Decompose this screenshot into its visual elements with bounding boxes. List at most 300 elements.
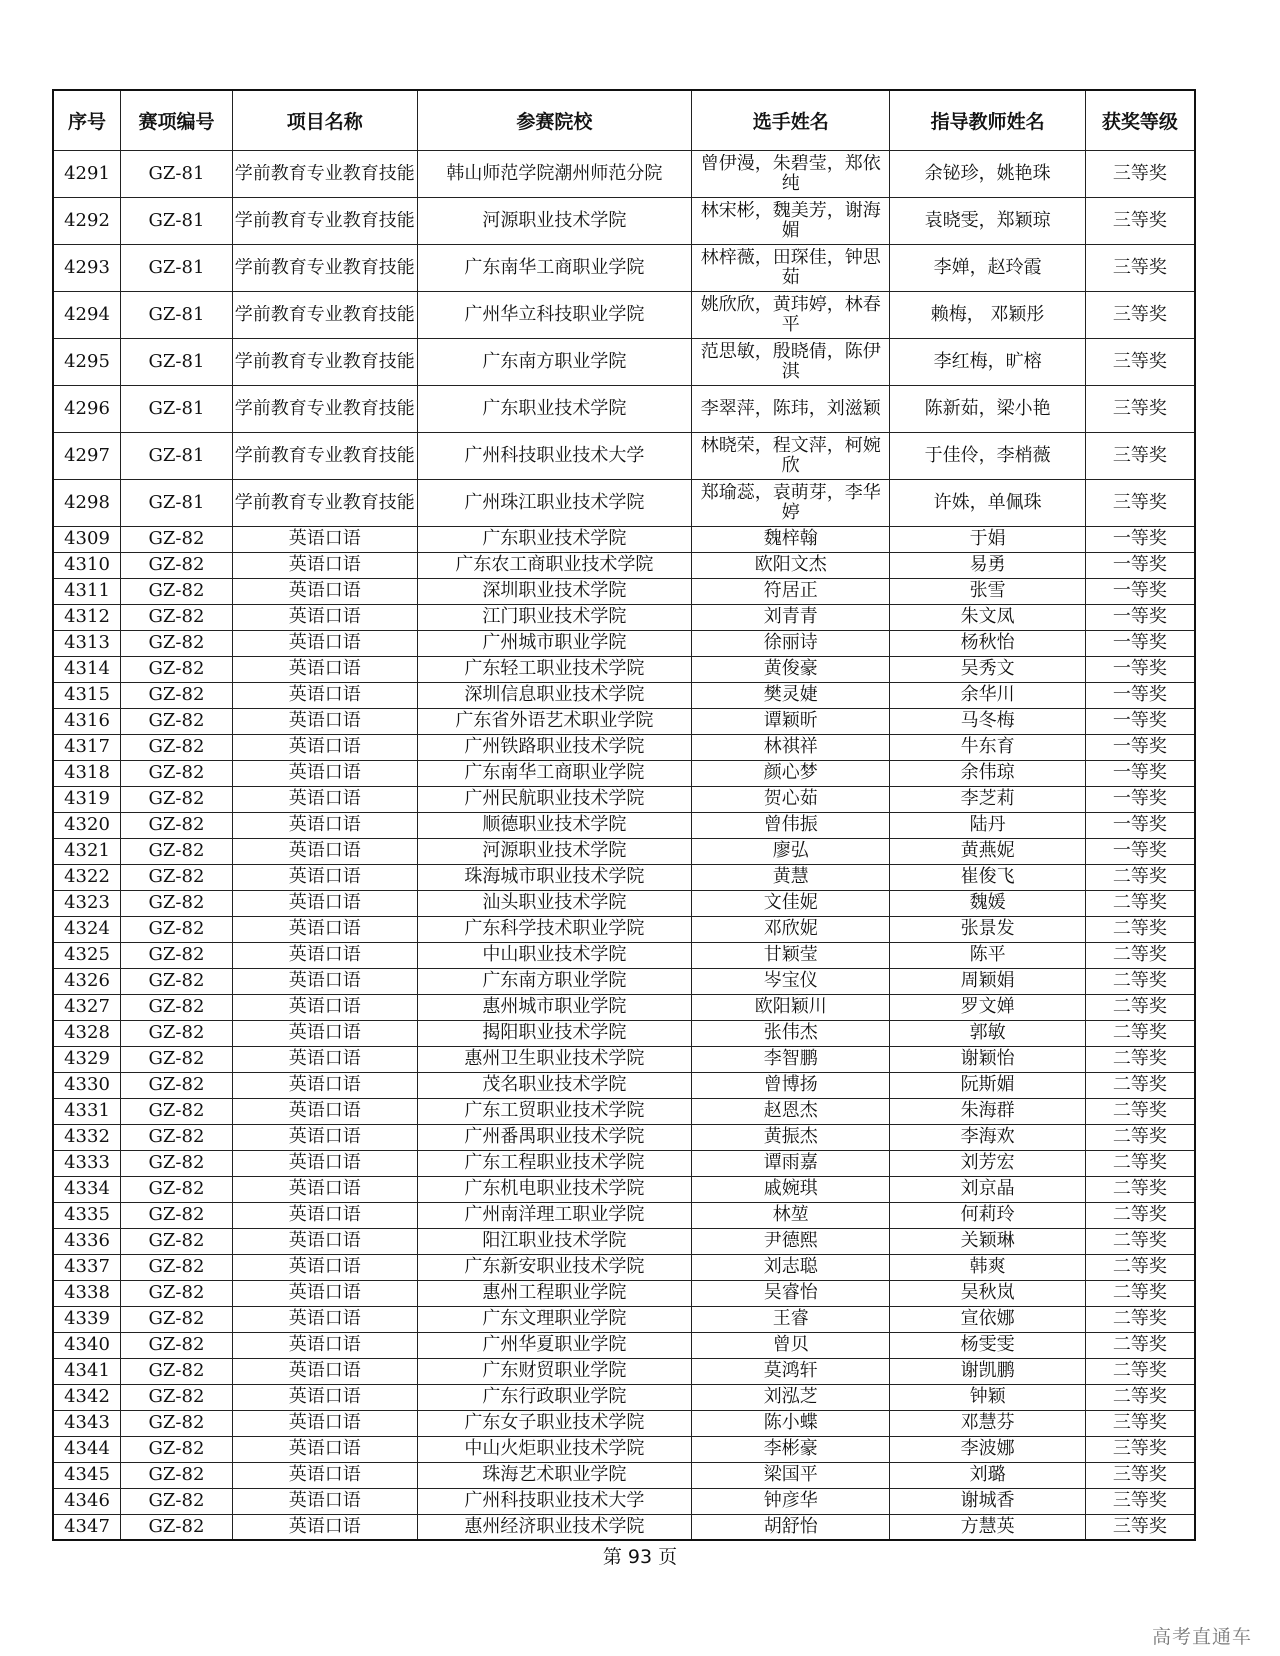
cell-award-level: 二等奖 [1085, 1202, 1195, 1228]
cell-instructor: 李婵，赵玲霞 [890, 244, 1085, 291]
cell-award-level: 一等奖 [1085, 630, 1195, 656]
cell-school: 珠海艺术职业学院 [417, 1462, 691, 1488]
table-row [53, 1280, 1195, 1306]
table-row [53, 526, 1195, 552]
cell-project-name-text: 学前教育专业教育技能 [234, 163, 415, 184]
cell-contestant-text: 姚欣欣，黄玮婷，林春平 [700, 294, 881, 335]
cell-contestant: 钟彦华 [692, 1488, 890, 1514]
cell-instructor: 余伟琼 [890, 760, 1085, 786]
table-row [53, 682, 1195, 708]
cell-project-name: 英语口语 [232, 1384, 417, 1410]
cell-school: 广东南方职业学院 [417, 968, 691, 994]
cell-contestant: 刘泓芝 [692, 1384, 890, 1410]
cell-project-name: 英语口语 [232, 916, 417, 942]
cell-contestant: 文佳妮 [692, 890, 890, 916]
cell-instructor: 于娟 [890, 526, 1085, 552]
cell-contestant-text: 林晓荣，程文萍，柯婉欣 [700, 435, 881, 476]
cell-award-level: 一等奖 [1085, 734, 1195, 760]
cell-contestant: 欧阳文杰 [692, 552, 890, 578]
cell-serial-number: 4292 [53, 197, 121, 244]
cell-event-code: GZ-82 [121, 1150, 233, 1176]
cell-instructor: 关颖琳 [890, 1228, 1085, 1254]
cell-award-level: 三等奖 [1085, 1514, 1195, 1540]
table-row [53, 1332, 1195, 1358]
cell-event-code: GZ-82 [121, 1514, 233, 1540]
cell-school: 广东职业技术学院 [417, 526, 691, 552]
cell-serial-number: 4317 [53, 734, 121, 760]
cell-instructor: 吴秀文 [890, 656, 1085, 682]
cell-project-name: 英语口语 [232, 1332, 417, 1358]
cell-contestant: 吴睿怡 [692, 1280, 890, 1306]
cell-instructor: 韩爽 [890, 1254, 1085, 1280]
cell-project-name: 英语口语 [232, 1176, 417, 1202]
cell-serial-number: 4330 [53, 1072, 121, 1098]
cell-instructor: 余铋珍，姚艳珠 [890, 150, 1085, 197]
cell-event-code: GZ-82 [121, 760, 233, 786]
cell-project-name: 英语口语 [232, 1306, 417, 1332]
cell-serial-number: 4312 [53, 604, 121, 630]
cell-event-code: GZ-82 [121, 1358, 233, 1384]
cell-contestant [692, 385, 890, 432]
cell-project-name: 英语口语 [232, 1202, 417, 1228]
cell-instructor: 杨秋怡 [890, 630, 1085, 656]
cell-contestant: 颜心梦 [692, 760, 890, 786]
table-row [53, 1124, 1195, 1150]
cell-school: 惠州工程职业学院 [417, 1280, 691, 1306]
cell-contestant: 刘志聪 [692, 1254, 890, 1280]
cell-school: 广东文理职业学院 [417, 1306, 691, 1332]
cell-instructor: 赖梅， 邓颖彤 [890, 291, 1085, 338]
cell-serial-number: 4325 [53, 942, 121, 968]
cell-contestant: 魏梓翰 [692, 526, 890, 552]
cell-instructor: 许姝，单佩珠 [890, 479, 1085, 526]
header-project-name: 项目名称 [232, 90, 417, 150]
cell-instructor: 于佳伶，李梢薇 [890, 432, 1085, 479]
cell-award-level: 三等奖 [1085, 338, 1195, 385]
cell-event-code: GZ-81 [121, 385, 233, 432]
cell-serial-number: 4347 [53, 1514, 121, 1540]
cell-project-name: 英语口语 [232, 1358, 417, 1384]
table-row [53, 942, 1195, 968]
table-row [53, 604, 1195, 630]
cell-instructor: 余华川 [890, 682, 1085, 708]
cell-event-code: GZ-82 [121, 682, 233, 708]
cell-contestant: 曾博扬 [692, 1072, 890, 1098]
cell-event-code: GZ-82 [121, 630, 233, 656]
cell-event-code: GZ-81 [121, 338, 233, 385]
cell-school: 深圳职业技术学院 [417, 578, 691, 604]
cell-instructor: 李波娜 [890, 1436, 1085, 1462]
cell-contestant: 岑宝仪 [692, 968, 890, 994]
cell-award-level: 二等奖 [1085, 916, 1195, 942]
cell-award-level: 一等奖 [1085, 682, 1195, 708]
cell-event-code: GZ-82 [121, 942, 233, 968]
cell-school: 河源职业技术学院 [417, 197, 691, 244]
cell-project-name [232, 197, 417, 244]
cell-award-level: 二等奖 [1085, 1384, 1195, 1410]
cell-contestant: 尹德熙 [692, 1228, 890, 1254]
cell-project-name: 英语口语 [232, 1488, 417, 1514]
cell-event-code: GZ-81 [121, 197, 233, 244]
cell-contestant: 谭雨嘉 [692, 1150, 890, 1176]
cell-instructor: 刘芳宏 [890, 1150, 1085, 1176]
table-row [53, 708, 1195, 734]
cell-serial-number: 4326 [53, 968, 121, 994]
cell-contestant: 邓欣妮 [692, 916, 890, 942]
cell-contestant: 莫鸿轩 [692, 1358, 890, 1384]
cell-award-level: 二等奖 [1085, 890, 1195, 916]
cell-school: 深圳信息职业技术学院 [417, 682, 691, 708]
cell-event-code: GZ-81 [121, 291, 233, 338]
cell-instructor: 邓慧芬 [890, 1410, 1085, 1436]
cell-serial-number: 4333 [53, 1150, 121, 1176]
cell-event-code: GZ-82 [121, 1228, 233, 1254]
table-row [53, 479, 1195, 526]
table-row [53, 338, 1195, 385]
cell-project-name: 英语口语 [232, 578, 417, 604]
table-row [53, 630, 1195, 656]
cell-instructor: 谢颖怡 [890, 1046, 1085, 1072]
cell-serial-number: 4310 [53, 552, 121, 578]
cell-contestant [692, 291, 890, 338]
cell-award-level: 三等奖 [1085, 150, 1195, 197]
cell-project-name: 英语口语 [232, 1410, 417, 1436]
cell-project-name: 英语口语 [232, 994, 417, 1020]
cell-project-name: 英语口语 [232, 864, 417, 890]
cell-school: 广东机电职业技术学院 [417, 1176, 691, 1202]
cell-project-name: 英语口语 [232, 1514, 417, 1540]
cell-contestant-text: 郑瑜蕊，袁萌芽，李华婷 [700, 482, 881, 523]
cell-contestant: 林堃 [692, 1202, 890, 1228]
header-contestant: 选手姓名 [692, 90, 890, 150]
cell-project-name: 英语口语 [232, 708, 417, 734]
table-row [53, 968, 1195, 994]
cell-school: 中山职业技术学院 [417, 942, 691, 968]
cell-contestant: 曾伟振 [692, 812, 890, 838]
cell-contestant [692, 479, 890, 526]
cell-serial-number: 4327 [53, 994, 121, 1020]
cell-project-name [232, 244, 417, 291]
cell-instructor: 李海欢 [890, 1124, 1085, 1150]
cell-event-code: GZ-82 [121, 656, 233, 682]
cell-instructor: 陆丹 [890, 812, 1085, 838]
cell-contestant: 谭颖昕 [692, 708, 890, 734]
cell-serial-number: 4293 [53, 244, 121, 291]
cell-event-code: GZ-82 [121, 890, 233, 916]
cell-award-level: 二等奖 [1085, 968, 1195, 994]
cell-serial-number: 4331 [53, 1098, 121, 1124]
cell-award-level: 三等奖 [1085, 1410, 1195, 1436]
cell-instructor: 陈平 [890, 942, 1085, 968]
cell-event-code: GZ-82 [121, 1306, 233, 1332]
cell-event-code: GZ-81 [121, 432, 233, 479]
table-row [53, 1176, 1195, 1202]
header-event-code: 赛项编号 [121, 90, 233, 150]
cell-serial-number: 4337 [53, 1254, 121, 1280]
cell-event-code: GZ-82 [121, 864, 233, 890]
cell-project-name: 英语口语 [232, 604, 417, 630]
cell-event-code: GZ-82 [121, 1098, 233, 1124]
cell-contestant: 李彬豪 [692, 1436, 890, 1462]
header-award-level: 获奖等级 [1085, 90, 1195, 150]
awards-table [52, 89, 1196, 1541]
watermark: 高考直通车 [1151, 1626, 1252, 1648]
table-row [53, 1306, 1195, 1332]
cell-school: 广东女子职业技术学院 [417, 1410, 691, 1436]
cell-award-level: 二等奖 [1085, 1332, 1195, 1358]
cell-award-level: 三等奖 [1085, 479, 1195, 526]
cell-award-level: 三等奖 [1085, 197, 1195, 244]
cell-school: 广东农工商职业技术学院 [417, 552, 691, 578]
cell-project-name: 英语口语 [232, 1098, 417, 1124]
cell-award-level: 三等奖 [1085, 1462, 1195, 1488]
cell-event-code: GZ-82 [121, 1410, 233, 1436]
cell-instructor: 崔俊飞 [890, 864, 1085, 890]
cell-event-code: GZ-82 [121, 916, 233, 942]
cell-project-name: 英语口语 [232, 734, 417, 760]
cell-project-name: 英语口语 [232, 552, 417, 578]
cell-award-level: 二等奖 [1085, 1280, 1195, 1306]
cell-school: 广东省外语艺术职业学院 [417, 708, 691, 734]
cell-serial-number: 4328 [53, 1020, 121, 1046]
cell-instructor: 周颖娟 [890, 968, 1085, 994]
table-row [53, 734, 1195, 760]
cell-event-code: GZ-82 [121, 786, 233, 812]
cell-contestant: 陈小蝶 [692, 1410, 890, 1436]
cell-instructor: 李芝莉 [890, 786, 1085, 812]
cell-instructor: 李红梅，旷榕 [890, 338, 1085, 385]
cell-award-level: 二等奖 [1085, 1098, 1195, 1124]
cell-school: 珠海城市职业技术学院 [417, 864, 691, 890]
cell-event-code: GZ-82 [121, 708, 233, 734]
cell-school: 广州城市职业学院 [417, 630, 691, 656]
cell-school: 广东新安职业技术学院 [417, 1254, 691, 1280]
cell-instructor: 朱海群 [890, 1098, 1085, 1124]
cell-school: 广州华立科技职业学院 [417, 291, 691, 338]
cell-serial-number: 4318 [53, 760, 121, 786]
cell-instructor: 罗文婵 [890, 994, 1085, 1020]
cell-contestant: 黄慧 [692, 864, 890, 890]
cell-event-code: GZ-82 [121, 1488, 233, 1514]
cell-instructor: 吴秋岚 [890, 1280, 1085, 1306]
cell-serial-number: 4313 [53, 630, 121, 656]
cell-event-code: GZ-81 [121, 150, 233, 197]
cell-project-name: 英语口语 [232, 1072, 417, 1098]
cell-school: 江门职业技术学院 [417, 604, 691, 630]
cell-project-name: 英语口语 [232, 760, 417, 786]
cell-school: 广州民航职业技术学院 [417, 786, 691, 812]
table-row [53, 786, 1195, 812]
cell-serial-number: 4338 [53, 1280, 121, 1306]
cell-contestant-text: 曾伊漫，朱碧莹，郑依纯 [700, 153, 881, 194]
cell-award-level: 三等奖 [1085, 291, 1195, 338]
cell-serial-number: 4341 [53, 1358, 121, 1384]
cell-contestant [692, 197, 890, 244]
cell-serial-number: 4329 [53, 1046, 121, 1072]
cell-school: 广东南华工商职业学院 [417, 760, 691, 786]
table-row [53, 1514, 1195, 1540]
cell-project-name-text: 学前教育专业教育技能 [234, 257, 415, 278]
table-row [53, 864, 1195, 890]
cell-contestant: 李智鹏 [692, 1046, 890, 1072]
cell-event-code: GZ-82 [121, 552, 233, 578]
cell-event-code: GZ-82 [121, 1046, 233, 1072]
cell-award-level: 二等奖 [1085, 1020, 1195, 1046]
cell-project-name-text: 学前教育专业教育技能 [234, 445, 415, 466]
cell-event-code: GZ-82 [121, 812, 233, 838]
cell-award-level: 二等奖 [1085, 1254, 1195, 1280]
cell-serial-number: 4316 [53, 708, 121, 734]
cell-school: 河源职业技术学院 [417, 838, 691, 864]
cell-school: 惠州卫生职业技术学院 [417, 1046, 691, 1072]
cell-serial-number: 4346 [53, 1488, 121, 1514]
cell-event-code: GZ-82 [121, 526, 233, 552]
cell-award-level: 三等奖 [1085, 432, 1195, 479]
table-header-row [53, 90, 1195, 150]
cell-serial-number: 4297 [53, 432, 121, 479]
cell-project-name: 英语口语 [232, 838, 417, 864]
cell-instructor: 钟颖 [890, 1384, 1085, 1410]
cell-instructor: 张雪 [890, 578, 1085, 604]
cell-instructor: 谢城香 [890, 1488, 1085, 1514]
cell-award-level: 二等奖 [1085, 864, 1195, 890]
cell-contestant: 欧阳颖川 [692, 994, 890, 1020]
header-instructor: 指导教师姓名 [890, 90, 1085, 150]
cell-contestant-text: 林宋彬，魏美芳，谢海媚 [700, 200, 881, 241]
cell-school: 广州珠江职业技术学院 [417, 479, 691, 526]
cell-serial-number: 4324 [53, 916, 121, 942]
cell-contestant: 贺心茹 [692, 786, 890, 812]
cell-contestant: 王睿 [692, 1306, 890, 1332]
cell-instructor: 陈新茹，梁小艳 [890, 385, 1085, 432]
cell-instructor: 何莉玲 [890, 1202, 1085, 1228]
cell-instructor: 牛东育 [890, 734, 1085, 760]
cell-project-name-text: 学前教育专业教育技能 [234, 492, 415, 513]
table-row [53, 1020, 1195, 1046]
cell-contestant: 赵恩杰 [692, 1098, 890, 1124]
cell-serial-number: 4294 [53, 291, 121, 338]
cell-serial-number: 4345 [53, 1462, 121, 1488]
table-body [53, 150, 1195, 1540]
cell-school: 韩山师范学院潮州师范分院 [417, 150, 691, 197]
cell-event-code: GZ-82 [121, 1280, 233, 1306]
cell-project-name: 英语口语 [232, 526, 417, 552]
cell-contestant-text: 李翠萍，陈玮，刘滋颖 [700, 398, 881, 419]
cell-award-level: 二等奖 [1085, 942, 1195, 968]
cell-instructor: 谢凯鹏 [890, 1358, 1085, 1384]
cell-school: 广东财贸职业学院 [417, 1358, 691, 1384]
cell-event-code: GZ-82 [121, 1176, 233, 1202]
cell-contestant: 曾贝 [692, 1332, 890, 1358]
cell-project-name: 英语口语 [232, 1150, 417, 1176]
cell-project-name: 英语口语 [232, 1124, 417, 1150]
cell-contestant: 张伟杰 [692, 1020, 890, 1046]
cell-instructor: 易勇 [890, 552, 1085, 578]
table-row [53, 1072, 1195, 1098]
table-row [53, 291, 1195, 338]
cell-project-name [232, 291, 417, 338]
cell-contestant-text: 范思敏，殷晓倩，陈伊淇 [700, 341, 881, 382]
cell-school: 阳江职业技术学院 [417, 1228, 691, 1254]
cell-school: 惠州城市职业学院 [417, 994, 691, 1020]
cell-event-code: GZ-82 [121, 1436, 233, 1462]
cell-project-name [232, 385, 417, 432]
cell-event-code: GZ-81 [121, 244, 233, 291]
cell-school: 广东工程职业技术学院 [417, 1150, 691, 1176]
cell-project-name-text: 学前教育专业教育技能 [234, 398, 415, 419]
cell-event-code: GZ-82 [121, 734, 233, 760]
cell-award-level: 二等奖 [1085, 1228, 1195, 1254]
cell-serial-number: 4291 [53, 150, 121, 197]
table-row [53, 890, 1195, 916]
cell-project-name: 英语口语 [232, 630, 417, 656]
cell-project-name: 英语口语 [232, 1436, 417, 1462]
cell-award-level: 三等奖 [1085, 1488, 1195, 1514]
cell-project-name: 英语口语 [232, 812, 417, 838]
cell-school: 广州铁路职业技术学院 [417, 734, 691, 760]
cell-event-code: GZ-82 [121, 1124, 233, 1150]
cell-serial-number: 4322 [53, 864, 121, 890]
cell-school: 广州番禺职业技术学院 [417, 1124, 691, 1150]
cell-contestant: 甘颖莹 [692, 942, 890, 968]
table-row [53, 1202, 1195, 1228]
cell-award-level: 一等奖 [1085, 786, 1195, 812]
cell-event-code: GZ-82 [121, 1462, 233, 1488]
cell-event-code: GZ-82 [121, 604, 233, 630]
cell-contestant: 符居正 [692, 578, 890, 604]
cell-project-name: 英语口语 [232, 890, 417, 916]
cell-award-level: 二等奖 [1085, 1306, 1195, 1332]
cell-award-level: 三等奖 [1085, 385, 1195, 432]
table-row [53, 994, 1195, 1020]
cell-award-level: 一等奖 [1085, 604, 1195, 630]
cell-contestant: 廖弘 [692, 838, 890, 864]
cell-school: 广东轻工职业技术学院 [417, 656, 691, 682]
cell-project-name [232, 479, 417, 526]
cell-serial-number: 4321 [53, 838, 121, 864]
cell-award-level: 二等奖 [1085, 1072, 1195, 1098]
table-row [53, 244, 1195, 291]
cell-instructor: 方慧英 [890, 1514, 1085, 1540]
cell-serial-number: 4315 [53, 682, 121, 708]
cell-school: 广州南洋理工职业学院 [417, 1202, 691, 1228]
cell-instructor: 宣依娜 [890, 1306, 1085, 1332]
cell-contestant: 徐丽诗 [692, 630, 890, 656]
cell-instructor: 黄燕妮 [890, 838, 1085, 864]
cell-serial-number: 4323 [53, 890, 121, 916]
table-row [53, 656, 1195, 682]
cell-serial-number: 4343 [53, 1410, 121, 1436]
cell-project-name-text: 学前教育专业教育技能 [234, 210, 415, 231]
cell-project-name-text: 学前教育专业教育技能 [234, 304, 415, 325]
cell-school: 中山火炬职业技术学院 [417, 1436, 691, 1462]
cell-contestant: 刘青青 [692, 604, 890, 630]
table-row [53, 150, 1195, 197]
cell-serial-number: 4339 [53, 1306, 121, 1332]
cell-instructor: 刘璐 [890, 1462, 1085, 1488]
cell-school: 揭阳职业技术学院 [417, 1020, 691, 1046]
cell-instructor: 魏媛 [890, 890, 1085, 916]
table-row [53, 1228, 1195, 1254]
table-row [53, 197, 1195, 244]
cell-event-code: GZ-82 [121, 1020, 233, 1046]
cell-serial-number: 4336 [53, 1228, 121, 1254]
cell-instructor: 张景发 [890, 916, 1085, 942]
cell-instructor: 郭敏 [890, 1020, 1085, 1046]
cell-school: 广东南方职业学院 [417, 338, 691, 385]
cell-contestant [692, 244, 890, 291]
cell-serial-number: 4319 [53, 786, 121, 812]
